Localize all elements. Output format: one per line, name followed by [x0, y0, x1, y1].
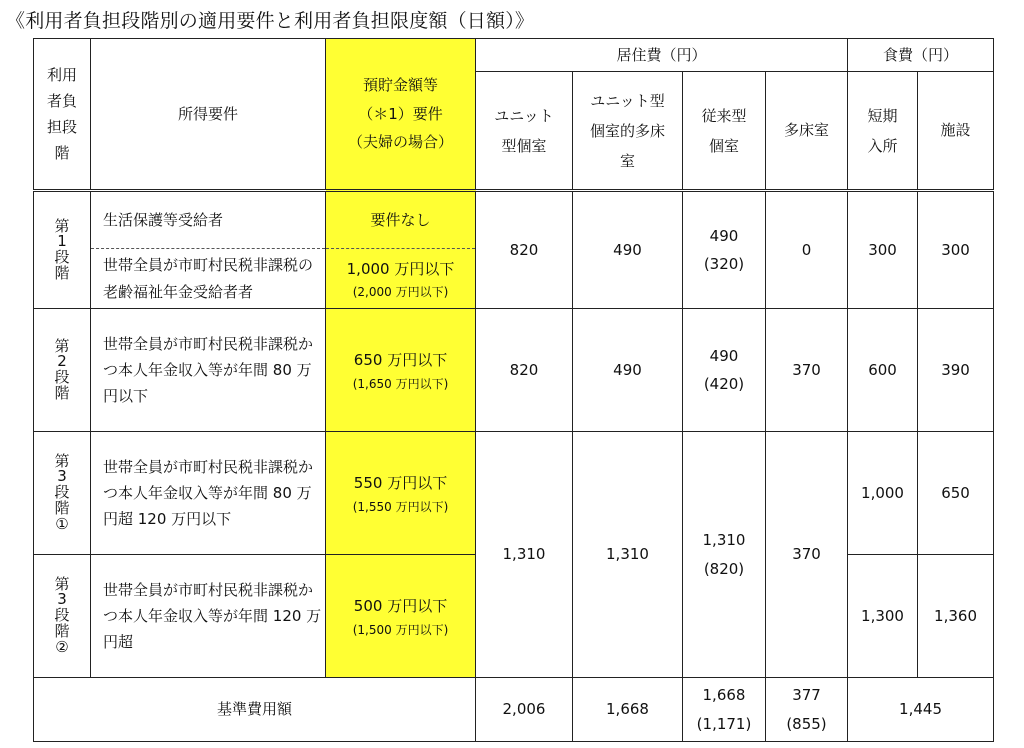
row-stage-2: [34, 309, 91, 432]
page-title: 《利用者負担段階別の適用要件と利用者負担限度額（日額）》: [6, 10, 535, 32]
header-savings: [326, 39, 476, 191]
stage1-conventional-sub: (320): [703, 255, 745, 273]
row-stage-1: [34, 191, 91, 309]
header-savings-line2: （＊1）要件: [358, 104, 443, 123]
stage2-conventional: [683, 309, 766, 432]
stage1-unit-semi: 490: [573, 191, 683, 309]
header-residence: 居住費（円）: [476, 39, 848, 72]
row-stage-3-2: [34, 555, 91, 678]
stage2-income: 世帯全員が市町村民税非課税かつ本人年金収入等が年間 80 万円以下: [91, 309, 326, 432]
stage3-unit-private: 1,310: [476, 432, 573, 678]
stage3-2-short-stay: 1,300: [848, 555, 918, 678]
header-unit-semi-text: ユニット型個室的多床室: [589, 91, 665, 170]
stage1-facility: 300: [918, 191, 994, 309]
stage1-income-b: 世帯全員が市町村民税非課税の老齢福祉年金受給者者: [91, 249, 326, 309]
stage1-conventional: [683, 191, 766, 309]
stage3-1-income: 世帯全員が市町村民税非課税かつ本人年金収入等が年間 80 万円超 120 万円以下: [91, 432, 326, 555]
header-savings-line3: （夫婦の場合）: [347, 133, 453, 152]
stage2-savings: [326, 309, 476, 432]
stage-2-text: 第2段階: [54, 336, 70, 402]
stage2-multi: 370: [766, 309, 848, 432]
base-cost-label: 基準費用額: [34, 678, 476, 742]
stage2-savings-sub: (1,650 万円以下): [352, 376, 449, 391]
cost-table-container: [33, 38, 993, 742]
stage1-savings-b: [326, 249, 476, 309]
header-short-stay-text: 短期入所: [867, 106, 898, 155]
base-conventional-value: 1,668: [702, 686, 746, 704]
base-conventional-sub: (1,171): [696, 714, 752, 733]
stage2-conventional-value: 490: [709, 346, 739, 365]
header-income: 所得要件: [91, 39, 326, 191]
base-food: 1,445: [848, 678, 994, 742]
stage-1-text: 第1段階: [54, 216, 70, 282]
header-multi: 多床室: [766, 72, 848, 191]
stage3-2-savings-sub: (1,500 万円以下): [352, 622, 449, 637]
stage3-multi: 370: [766, 432, 848, 678]
stage1-multi: 0: [766, 191, 848, 309]
stage3-conventional-sub: (820): [703, 559, 745, 578]
stage3-2-savings: [326, 555, 476, 678]
header-savings-line1: 預貯金額等: [362, 76, 438, 95]
stage3-1-short-stay: 1,000: [848, 432, 918, 555]
stage2-unit-semi: 490: [573, 309, 683, 432]
row-stage-3-1: [34, 432, 91, 555]
stage3-1-savings-sub: (1,550 万円以下): [352, 499, 449, 514]
stage2-short-stay: 600: [848, 309, 918, 432]
stage3-2-income: 世帯全員が市町村民税非課税かつ本人年金収入等が年間 120 万円超: [91, 555, 326, 678]
base-multi: [766, 678, 848, 742]
stage1-savings-b-value: 1,000 万円以下: [346, 259, 455, 278]
header-conventional: [683, 72, 766, 191]
stage1-conventional-value: 490: [709, 226, 739, 245]
header-conventional-text: 従来型個室: [701, 106, 747, 155]
stage1-short-stay: 300: [848, 191, 918, 309]
stage2-facility: 390: [918, 309, 994, 432]
header-stage-text: 利用者負担段階: [46, 65, 77, 163]
base-conventional: [683, 678, 766, 742]
stage3-unit-semi: 1,310: [573, 432, 683, 678]
stage1-income-a: 生活保護等受給者: [91, 191, 326, 249]
stage1-unit-private: 820: [476, 191, 573, 309]
base-unit-private: 2,006: [476, 678, 573, 742]
stage2-unit-private: 820: [476, 309, 573, 432]
header-unit-private: [476, 72, 573, 191]
stage3-conventional-value: 1,310: [702, 531, 746, 549]
stage3-2-savings-value: 500 万円以下: [353, 597, 448, 616]
header-facility: 施設: [918, 72, 994, 191]
stage3-conventional: [683, 432, 766, 678]
header-short-stay: [848, 72, 918, 191]
base-multi-value: 377: [792, 686, 821, 704]
stage2-savings-value: 650 万円以下: [353, 351, 448, 370]
base-unit-semi: 1,668: [573, 678, 683, 742]
stage1-savings-b-sub: (2,000 万円以下): [352, 285, 449, 300]
stage3-1-savings: [326, 432, 476, 555]
header-unit-semi: [573, 72, 683, 191]
stage2-conventional-sub: (420): [703, 375, 745, 393]
cost-table: [33, 38, 994, 742]
header-stage: [34, 39, 91, 191]
stage-3-2-text: 第3段階②: [54, 574, 70, 656]
stage1-savings-a: 要件なし: [326, 191, 476, 249]
base-multi-sub: (855): [786, 714, 827, 733]
header-unit-private-text: ユニット型個室: [494, 106, 554, 155]
stage3-1-savings-value: 550 万円以下: [353, 474, 448, 493]
header-food: 食費（円）: [848, 39, 994, 72]
stage3-2-facility: 1,360: [918, 555, 994, 678]
stage3-1-facility: 650: [918, 432, 994, 555]
stage-3-1-text: 第3段階①: [54, 451, 70, 533]
